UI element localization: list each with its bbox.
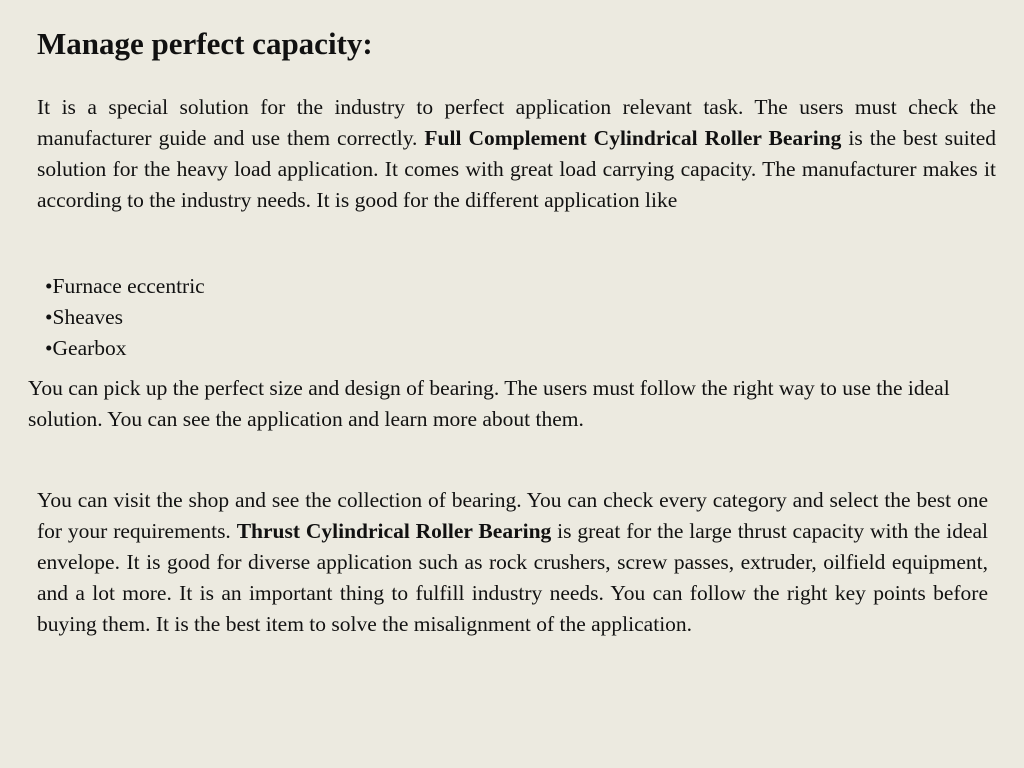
- application-list: [45, 271, 205, 364]
- list-item: •Furnace eccentric: [45, 274, 205, 298]
- selection-paragraph: You can pick up the perfect size and design of bearing. The users must follow the right way to use the ideal solution. You can see the application and learn more about them.: [28, 376, 950, 431]
- list-item: •Sheaves: [45, 305, 123, 329]
- intro-paragraph: [37, 92, 996, 216]
- shop-product-name: Thrust Cylindrical Roller Bearing: [236, 519, 552, 543]
- intro-text-end: is the best suited solution for the heavy load application. It comes with great load carrying capacity. The manufacturer makes it according to the industry needs. It is good for the different application like: [37, 126, 996, 212]
- intro-product-name: Full Complement Cylindrical Roller Bearing: [424, 126, 842, 150]
- shop-text-start: You can visit the shop and see the collection of bearing. You can check every category and select the best one for your requirements.: [37, 488, 988, 543]
- shop-paragraph: [37, 485, 988, 640]
- page-title: Manage perfect capacity:: [37, 26, 373, 61]
- list-item: •Gearbox: [45, 336, 127, 360]
- shop-text-end: is great for the large thrust capacity with the ideal envelope. It is good for diverse application such as rock crushers, screw passes, extruder, oilfield equipment, and a lot more. It is an important thing to fulfill industry needs. You can follow the right key points before buying them. It is the best item to solve the misalignment of the application.: [37, 519, 988, 636]
- intro-text-start: It is a special solution for the industry to perfect application relevant task. The users must check the manufacturer guide and use them correctly.: [37, 95, 996, 150]
